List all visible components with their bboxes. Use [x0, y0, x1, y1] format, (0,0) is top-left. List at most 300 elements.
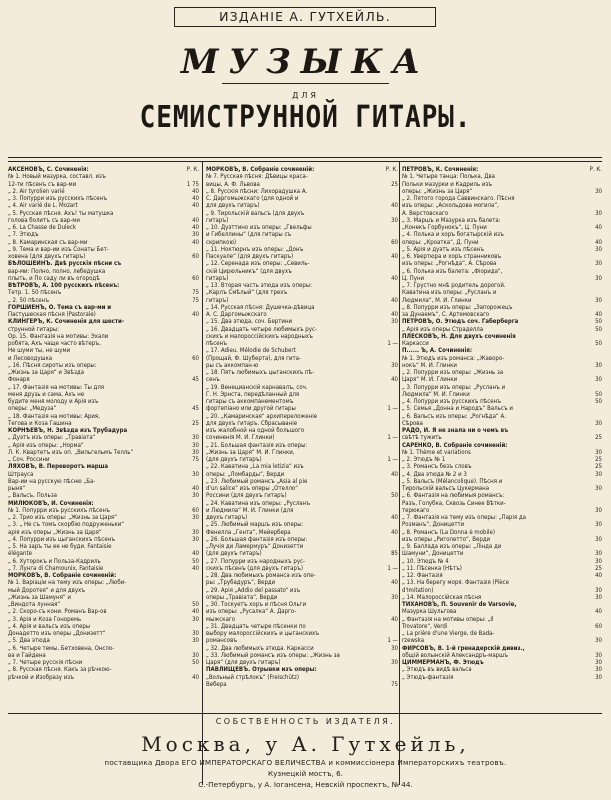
entry-title: нокъ“ М. И. Глинки — [402, 361, 457, 369]
entry-price: 40 — [391, 311, 398, 318]
entry-price: 40 — [192, 195, 199, 202]
catalog-entry — [8, 456, 199, 463]
entry-price — [179, 463, 199, 470]
catalog-entry — [8, 471, 199, 478]
entry-title: скихъ и малороссійскихъ народныхъ — [206, 332, 313, 340]
entry-title: ПЕТРОВЪ, К. Сочиненія: — [402, 166, 479, 173]
entry-title: „ 9. Тема и вар-ии изъ Сонаты Бет- — [8, 245, 109, 253]
catalog-entry — [8, 616, 199, 623]
entry-price: 25 — [595, 434, 602, 442]
entry-price: 30 — [192, 615, 199, 623]
entry-price: 30 — [595, 296, 602, 304]
catalog-entry — [8, 253, 199, 260]
entry-title: свѣтѣ тужить — [402, 434, 442, 442]
entry-price: 1 — — [387, 637, 398, 645]
entry-price: 40 — [391, 579, 398, 587]
entry-price — [378, 558, 398, 565]
entry-title: Тирольскій вальсъ Цукермана — [402, 485, 490, 492]
catalog-entry — [206, 355, 398, 362]
entry-price — [582, 173, 602, 180]
publisher-address-line-2: Кузнецкій мостъ, 6. — [268, 769, 343, 778]
entry-title: „ 25. Любимый маршъ изъ оперы: — [206, 521, 304, 529]
entry-title: Л. К. Квартетъ изъ оп. „Вильгельмъ Телль“ — [8, 448, 134, 456]
catalog-entry — [206, 463, 398, 470]
entry-price — [179, 369, 199, 376]
entry-price: 50 — [192, 601, 199, 608]
entry-price: 1 — — [387, 405, 398, 413]
entry-price — [582, 500, 602, 507]
entry-title: „ 2. Трио изъ оперы: „Жизнь за Царя“ — [8, 514, 118, 521]
entry-price: 50 — [192, 557, 199, 565]
catalog-entry — [206, 478, 398, 485]
entry-price: 30 — [192, 448, 199, 456]
catalog-entry — [402, 253, 602, 260]
catalog-entry — [402, 420, 602, 427]
entry-title: изъ оперы: „Русалка“ А. Дарго- — [206, 608, 297, 616]
entry-price: 40 — [192, 608, 199, 616]
entry-title: ры: „Трубадуръ“, Верди — [206, 579, 276, 587]
catalog-column-3 — [402, 166, 602, 714]
entry-price: 30 — [391, 216, 398, 224]
catalog-entry — [206, 565, 398, 572]
entry-title: „ 26. Большая фантазія изъ оперы: — [206, 535, 308, 543]
catalog-entry — [8, 594, 199, 601]
catalog-entry — [402, 297, 602, 304]
entry-title: вар-ми: Полно, полно, лебедушка — [8, 267, 106, 275]
catalog-entry — [206, 282, 398, 289]
catalog-entry — [206, 492, 398, 499]
entry-price — [378, 173, 398, 180]
entry-price — [378, 210, 398, 217]
entry-price: Р. К. — [186, 166, 199, 173]
catalog-entry — [206, 289, 398, 296]
entry-title: „ 12. Фантазія — [402, 572, 443, 579]
entry-price: 1 — — [387, 564, 398, 572]
entry-price — [179, 362, 199, 369]
entry-price: 1 — — [387, 340, 398, 347]
entry-price: 30 — [391, 361, 398, 369]
catalog-entry — [402, 594, 602, 601]
entry-price — [378, 282, 398, 289]
entry-price — [378, 326, 398, 333]
entry-title: „ 6. Хуторокъ и Польза-Кадриль — [8, 557, 101, 565]
entry-title: „ La prière d'une Vierge, de Bada- — [402, 630, 495, 637]
catalog-entry — [402, 384, 602, 391]
catalog-entry — [8, 413, 199, 420]
entry-title: „ 18. Фантазія на мотивы: Ария, — [8, 412, 100, 420]
entry-title: „ 8. Романсъ (La Donna è mobile) — [402, 528, 495, 536]
entry-title: „ 14. Русская пѣсня: Душечка-дѣвица — [206, 303, 315, 311]
entry-price: 40 — [595, 608, 602, 616]
entry-title: Пастушеская пѣсня (Pastorale) — [8, 311, 96, 318]
entry-title: БѢЛОШЕИНЪ. Двѣ русскія пѣсни съ — [8, 260, 122, 268]
catalog-entry — [206, 217, 398, 224]
entry-price — [582, 616, 602, 623]
catalog-entry — [8, 311, 199, 318]
catalog-entry — [8, 550, 199, 557]
entry-title: Шамуни“, Доницетти — [402, 550, 464, 558]
catalog-entry — [402, 231, 602, 238]
entry-title: Фенелла „Гента“, Мейербера — [206, 528, 291, 536]
entry-price — [582, 195, 602, 202]
entry-title: „Жизнь за Царя“ М. И. Глинки, — [206, 448, 295, 456]
catalog-entry — [402, 637, 602, 644]
entry-price — [582, 347, 602, 354]
entry-title: арія изъ оперы „Жизнь за Царя“ — [8, 528, 102, 536]
catalog-entry — [206, 181, 398, 188]
catalog-entry — [8, 173, 199, 180]
entry-title: „ 5. Семья „Донна и Народъ“ Вальсъ и — [402, 405, 513, 413]
entry-title: ГОРШИЕНЪ, О. Тема съ вар-ми и — [8, 303, 112, 311]
catalog-entry — [8, 246, 199, 253]
entry-title: для двухъ гитаръ) — [206, 202, 260, 210]
catalog-entry — [8, 405, 199, 412]
entry-title: „ 11. Пѣсенка (Нѣтъ) — [402, 564, 462, 572]
bottom-rule — [8, 713, 602, 714]
entry-price: Р. К. — [385, 166, 398, 173]
catalog-entry — [402, 275, 602, 282]
entry-price: 50 — [595, 340, 602, 347]
entry-price: 50 — [595, 325, 602, 333]
entry-price: 30 — [192, 492, 199, 500]
entry-title: ФИРСОВЪ, В. 1-й гренадерскій дивиз., — [402, 644, 525, 652]
catalog-entry — [402, 572, 602, 579]
entry-title: „ 3. Попурри изъ оперы: „Русланъ и — [402, 383, 506, 391]
catalog-entry — [206, 456, 398, 463]
catalog-entry — [8, 666, 199, 673]
entry-price: 40 — [391, 274, 398, 282]
entry-title: общій волынскій Александръ-маршъ — [402, 651, 508, 659]
catalog-entry — [402, 173, 602, 180]
entry-price: 50 — [391, 492, 398, 500]
catalog-entry — [402, 260, 602, 267]
composer-heading — [8, 260, 199, 267]
catalog-entry — [8, 355, 199, 362]
catalog-entry — [8, 558, 199, 565]
catalog-entry — [206, 405, 398, 412]
entry-price — [179, 572, 199, 579]
entry-title: плыть, и По саду ли въ огородѣ — [8, 274, 100, 282]
catalog-column-2 — [206, 166, 398, 714]
entry-price — [378, 623, 398, 630]
catalog-entry — [206, 652, 398, 659]
entry-title: 12-ти пѣсенъ съ вар-ми — [8, 180, 77, 188]
entry-price — [179, 384, 199, 391]
catalog-entry — [206, 471, 398, 478]
entry-price: 45 — [192, 405, 199, 413]
entry-price — [582, 442, 602, 449]
catalog-entry — [8, 485, 199, 492]
catalog-entry — [206, 340, 398, 347]
entry-title: Розманъ“, Доницетти — [402, 521, 465, 529]
entry-title: „ 23. Любимый романсъ „Asia al pie — [206, 477, 308, 485]
entry-price: 60 — [192, 274, 199, 282]
catalog-entry — [402, 289, 602, 296]
entry-price: 40 — [391, 202, 398, 210]
entry-price: 40 — [192, 311, 199, 318]
entry-price — [378, 231, 398, 238]
entry-price: 30 — [595, 521, 602, 529]
catalog-entry — [402, 355, 602, 362]
catalog-entry — [206, 594, 398, 601]
catalog-entry — [8, 442, 199, 449]
catalog-entry — [8, 239, 199, 246]
entry-price: 30 — [595, 593, 602, 601]
entry-title: Людмила“ М. И. Глинки — [402, 390, 470, 398]
entry-title: (для двухъ гитаръ) — [206, 550, 262, 558]
entry-price: 30 — [192, 470, 199, 478]
composer-heading — [402, 442, 602, 449]
entry-price: 25 — [595, 463, 602, 471]
entry-price — [582, 304, 602, 311]
entry-title: „ 2. Попурри изъ оперы: „Жизнь за — [402, 369, 504, 376]
entry-price: 30 — [192, 231, 199, 239]
catalog-entry — [402, 666, 602, 673]
catalog-entry — [402, 391, 602, 398]
entry-price: 75 — [192, 456, 199, 463]
entry-price — [179, 260, 199, 267]
entry-title: „ 3. Арія и Коза Гоноремь — [8, 615, 82, 623]
entry-title: „ 2. Air tyrolien varié — [8, 187, 65, 195]
entry-price: 30 — [192, 434, 199, 442]
entry-title: робята, Ахъ чаще часто вѣтеръ, — [8, 340, 101, 347]
entry-price: 60 — [192, 354, 199, 362]
catalog-entry — [206, 442, 398, 449]
catalog-entry — [8, 514, 199, 521]
catalog-entry — [402, 311, 602, 318]
catalog-entry — [402, 587, 602, 594]
entry-price — [582, 355, 602, 362]
entry-title: П...... Ъ, А. Сочиненія: — [402, 347, 473, 355]
catalog-entry — [402, 616, 602, 623]
entry-price — [582, 492, 602, 499]
catalog-entry — [402, 674, 602, 681]
entry-price — [179, 645, 199, 652]
entry-title: № 1. Thème et variations — [402, 448, 471, 456]
entry-title: будите меня молоду и Арія изъ — [8, 398, 99, 405]
entry-price: 30 — [192, 514, 199, 521]
catalog-entry — [402, 398, 602, 405]
entry-price — [179, 587, 199, 594]
entry-price: 30 — [391, 318, 398, 326]
entry-price: 30 — [595, 419, 602, 427]
entry-price — [179, 500, 199, 507]
entry-price — [378, 347, 398, 354]
entry-price: 40 — [192, 238, 199, 246]
catalog-entry — [402, 246, 602, 253]
entry-price — [378, 478, 398, 485]
entry-title: „ 4. Арія и вальсъ изъ оперы — [8, 622, 91, 630]
catalog-entry — [402, 463, 602, 470]
catalog-entry — [8, 289, 199, 296]
entry-title: „ 28. Два любимыхъ романса изъ опе- — [206, 572, 316, 579]
entry-price: 30 — [595, 260, 602, 268]
entry-price: 30 — [595, 376, 602, 384]
catalog-entry — [206, 318, 398, 325]
catalog-entry — [206, 398, 398, 405]
entry-title: „ 13. На берегу моря. Фантазія (Pièce — [402, 579, 509, 587]
catalog-entry — [206, 572, 398, 579]
entry-title: „ Арія изъ оперы Страделла — [402, 325, 484, 333]
entry-title: Царя“ (для двухъ гитаръ) — [206, 659, 281, 666]
catalog-entry — [206, 500, 398, 507]
entry-price: 40 — [391, 514, 398, 521]
catalog-entry — [206, 529, 398, 536]
entry-title: гитаръ) — [206, 274, 229, 282]
entry-price — [378, 420, 398, 427]
entry-price — [378, 500, 398, 507]
entry-price — [179, 326, 199, 333]
entry-title: романсовъ — [206, 637, 238, 645]
entry-title: „ Этюдъ въ видѣ вальса — [402, 666, 472, 674]
entry-title: „ 8. Русскія пѣсни: Лихорадушка А. — [206, 187, 308, 195]
entry-price: 50 — [595, 398, 602, 405]
catalog-entry — [402, 362, 602, 369]
entry-title: ПЛЕСКОВЪ, Н. Для двухъ сочиненія — [402, 332, 516, 340]
catalog-entry — [8, 398, 199, 405]
entry-title: сенъ — [206, 376, 220, 384]
entry-title: ПАВЛИЩЕВЪ. Отрывки изъ оперы: — [206, 666, 317, 674]
catalog-entry — [8, 326, 199, 333]
catalog-entry — [8, 384, 199, 391]
entry-price: 30 — [595, 659, 602, 666]
catalog-entry — [206, 674, 398, 681]
entry-title: „ 24. Каватина изъ оперы: „Русланъ — [206, 499, 311, 507]
entry-title: „ Арія изъ оперы: „Норма“ — [8, 441, 84, 449]
entry-title: С. Даргомыжскаго (для одной и — [206, 195, 299, 202]
entry-price: 40 — [391, 615, 398, 623]
entry-title: „ 5. Два этюда — [8, 637, 50, 645]
entry-price — [582, 514, 602, 521]
entry-price: 1 75 — [186, 180, 199, 188]
entry-title: Не шуми ты, не шуми — [8, 347, 71, 355]
entry-title: изъ жалобной на одной большого — [206, 427, 305, 434]
entry-title: АКСЕНОВЪ, С. Сочиненія: — [8, 166, 89, 173]
catalog-entry — [206, 637, 398, 644]
catalog-entry — [402, 456, 602, 463]
entry-price: 30 — [595, 470, 602, 478]
entry-title: „ 8. Русская пѣсня. Какъ за рѣчкою- — [8, 666, 112, 674]
entry-title: Паскуале“ (для двухъ гитаръ) — [206, 253, 294, 260]
top-rule — [8, 157, 602, 158]
entry-price: 30 — [192, 651, 199, 659]
entry-price — [378, 666, 398, 673]
entry-price — [378, 442, 398, 449]
entry-price: 30 — [595, 535, 602, 543]
entry-price: 50 — [595, 390, 602, 398]
entry-price — [378, 536, 398, 543]
entry-price: 40 — [192, 216, 199, 224]
entry-price — [582, 645, 602, 652]
entry-title: Тетр. 1. 50 пѣсенъ — [8, 289, 62, 297]
composer-heading — [8, 318, 199, 325]
catalog-entry — [206, 659, 398, 666]
catalog-entry — [8, 630, 199, 637]
entry-title: „ 10. Этюдъ № 4 — [402, 557, 449, 565]
entry-price — [179, 246, 199, 253]
entry-title: „ 7. Лунга di Chamounix, Fantaisie — [8, 564, 104, 572]
catalog-entry — [8, 543, 199, 550]
catalog-entry — [8, 340, 199, 347]
catalog-entry — [8, 297, 199, 304]
entry-price — [179, 347, 199, 354]
entry-title: Trovatore“, Verdi — [402, 622, 448, 630]
catalog-entry — [206, 550, 398, 557]
entry-price: 30 — [595, 550, 602, 558]
entry-price — [582, 231, 602, 238]
catalog-entry — [8, 362, 199, 369]
entry-price: 30 — [192, 535, 199, 543]
entry-title: „ 14. Малороссійская пѣсня — [402, 593, 482, 601]
entry-title: „ 4. Полька и хоръ богатырскій изъ — [402, 231, 504, 239]
catalog-entry — [8, 224, 199, 231]
entry-title: „ 6. Увертюра и хоръ странниковъ — [402, 253, 502, 260]
entry-title: „ 4. Air varié de L. Mozart — [8, 202, 78, 210]
entry-title: оперы: „Кроатка“, Д. Пуни — [402, 238, 479, 246]
entry-price — [582, 630, 602, 637]
entry-price: 30 — [595, 557, 602, 565]
entry-title: „ 8. Попурри изъ оперы: „Запорожецъ — [402, 303, 513, 311]
composer-heading — [8, 427, 199, 434]
entry-title: „ 19. Венецианскій карнавалъ, соч. — [206, 383, 308, 391]
entry-title: „ 27. Попурри изъ народныхъ рус- — [206, 557, 305, 565]
entry-title: скихъ пѣсенъ (для двухъ гитаръ) — [206, 564, 303, 572]
entry-price — [378, 485, 398, 492]
catalog-entry — [402, 326, 602, 333]
entry-price: 40 — [391, 376, 398, 384]
entry-title: Разъ, Голубка, Сквозь Синее Вѣтки- — [402, 499, 506, 507]
entry-title: Г. Н. Эрнста, передѣланный для — [206, 390, 300, 398]
entry-title: Мазурка Шульгова — [402, 608, 457, 616]
catalog-entry — [8, 521, 199, 528]
catalog-entry — [8, 507, 199, 514]
entry-price: 25 — [192, 419, 199, 427]
entry-price: 40 — [595, 224, 602, 231]
entry-title: „ Фантазія на мотивы оперы: „Il — [402, 615, 494, 623]
catalog-entry — [8, 587, 199, 594]
catalog-entry — [206, 558, 398, 565]
top-rule-thin — [8, 161, 602, 162]
entry-title: „ 2. Скоро-съ кони. Романъ Вар-ов — [8, 608, 107, 616]
entry-price — [582, 333, 602, 340]
entry-title: № 1. Попурри изъ русскихъ пѣсенъ — [8, 506, 110, 514]
entry-title: „ 5. На заръ ты ее не буди. Fantaisie — [8, 543, 112, 550]
entry-title: изъ оперы „Риголетто“, Верди — [402, 535, 491, 543]
entry-price: 40 — [391, 253, 398, 260]
entry-title: „ 5. Арія и дуэтъ изъ пѣсенъ — [402, 245, 485, 253]
entry-price — [179, 427, 199, 434]
catalog-entry — [206, 369, 398, 376]
catalog-entry — [8, 652, 199, 659]
catalog-entry — [402, 478, 602, 485]
entry-price: 60 — [192, 253, 199, 260]
entry-price — [378, 289, 398, 296]
entry-price: 40 — [192, 224, 199, 231]
entry-title: выбору малороссійскихъ и цыганскихъ — [206, 630, 320, 637]
entry-price: 60 — [192, 506, 199, 514]
entry-price — [378, 369, 398, 376]
entry-title: рѣчкой и Изобразу изъ — [8, 673, 75, 681]
entry-price — [378, 304, 398, 311]
catalog-entry — [206, 384, 398, 391]
catalog-entry — [8, 231, 199, 238]
entry-price: 30 — [595, 673, 602, 681]
catalog-entry — [8, 333, 199, 340]
entry-title: „ 6. Фантазія на любимыя романсъ: — [402, 492, 505, 500]
entry-title: „ 3. Попурри изъ русскихъ пѣсенъ — [8, 195, 108, 202]
entry-price — [582, 579, 602, 586]
catalog-entry — [206, 587, 398, 594]
